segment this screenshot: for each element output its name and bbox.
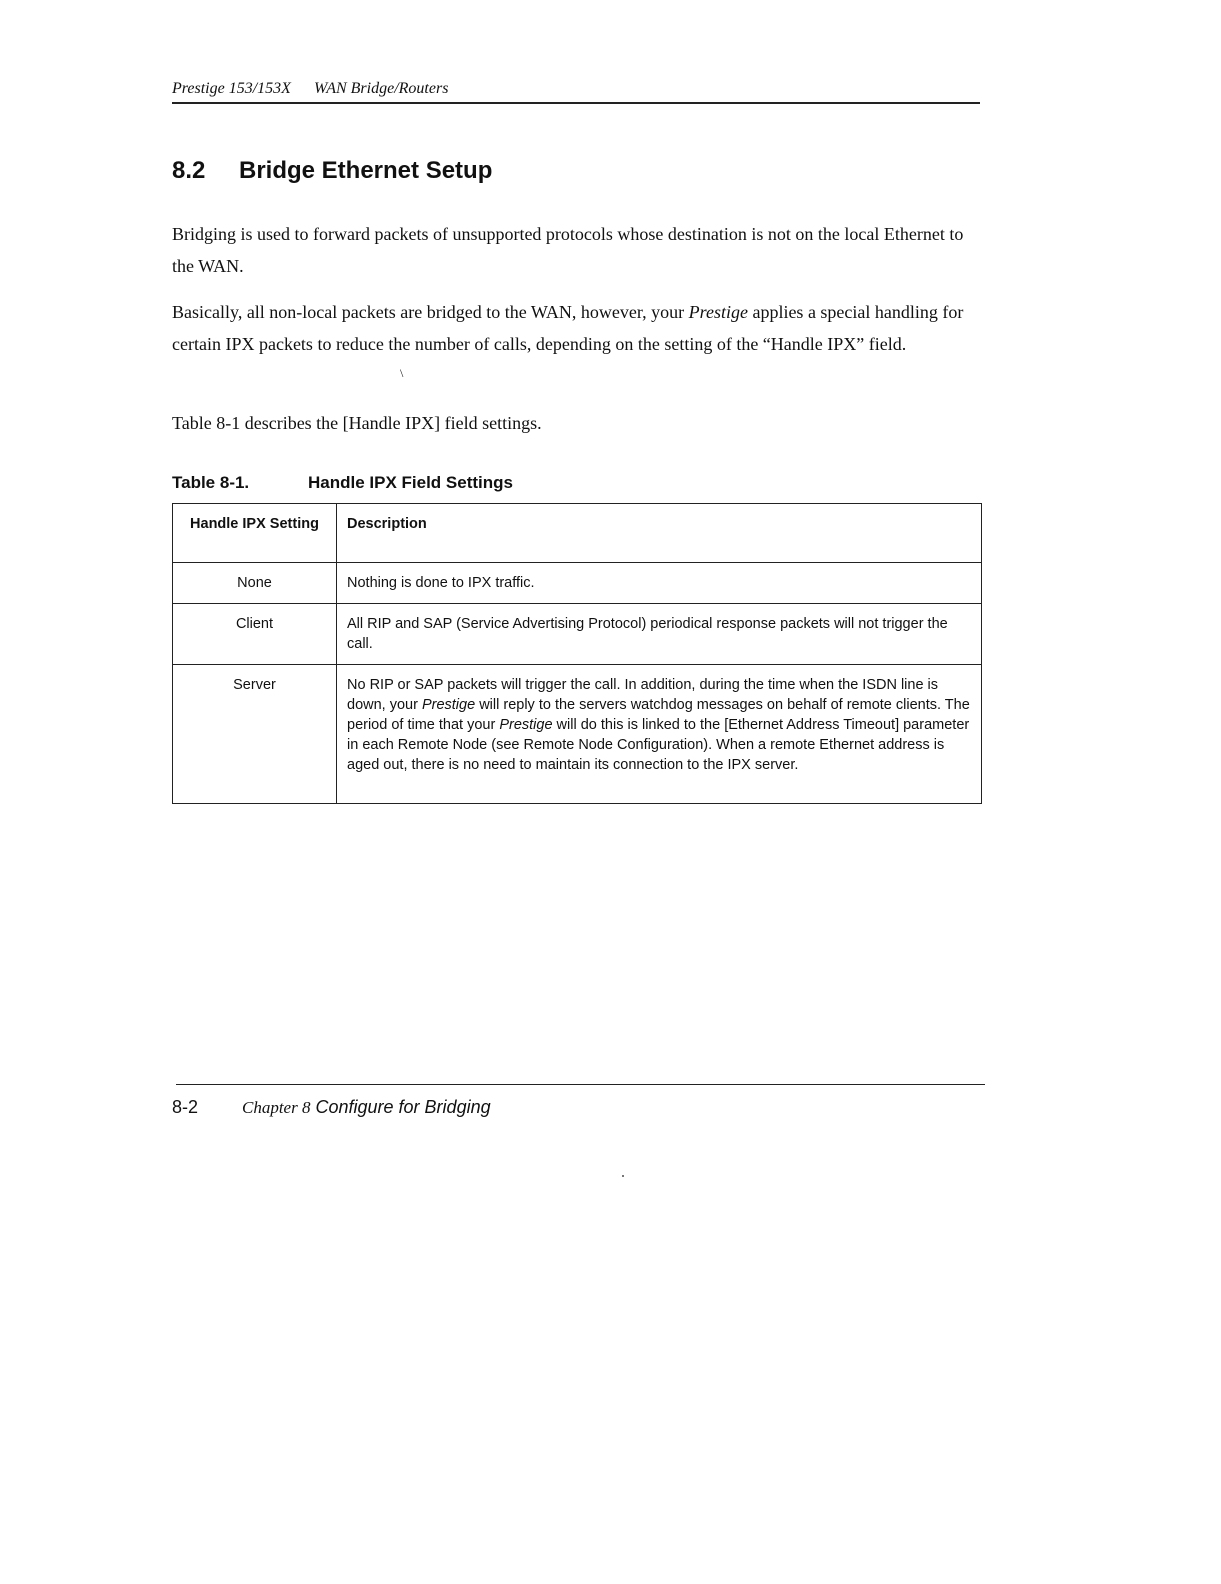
- page-number: 8-2: [172, 1097, 199, 1117]
- table-row: [173, 665, 982, 804]
- setting-cell: None: [173, 563, 337, 604]
- table-caption-title: Handle IPX Field Settings: [308, 473, 513, 492]
- header-setting: Handle IPX Setting: [173, 504, 337, 563]
- setting-cell: Client: [173, 604, 337, 665]
- section-heading: [172, 157, 492, 185]
- handle-ipx-table: [172, 503, 982, 804]
- chapter-name: Configure for Bridging: [315, 1097, 491, 1117]
- product-name: Prestige: [421, 697, 476, 713]
- footer-rule: [176, 1084, 985, 1085]
- description-part: No RIP or SAP packets will trigger the call. In addition, during the time when the ISDN line is down, your: [347, 677, 939, 713]
- description-part: will reply to the servers watchdog messages on behalf of remote clients. The period of time that your: [347, 697, 970, 733]
- stray-mark: \: [400, 366, 404, 380]
- product-name: Prestige: [499, 717, 553, 733]
- paragraph-non-local: [172, 296, 984, 360]
- header-subtitle: WAN Bridge/Routers: [314, 80, 449, 97]
- paragraph-text: Table 8-1 describes the [Handle IPX] field settings.: [172, 413, 542, 433]
- table-row: [173, 604, 982, 665]
- scan-speck: [622, 1175, 624, 1177]
- section-number: 8.2: [172, 157, 206, 184]
- paragraph-text: Bridging is used to forward packets of unsupported protocols whose destination is not on the local Ethernet to the WAN.: [172, 224, 964, 276]
- page-footer: [172, 1097, 491, 1118]
- paragraph-bridging: [172, 218, 984, 282]
- running-header: [172, 78, 980, 104]
- product-name: Prestige: [688, 302, 748, 322]
- paragraph-table-intro: [172, 407, 984, 439]
- paragraph-text-part: applies a special handling for certain IPX packets to reduce the number of calls, depending on the setting of the “Handle IPX” field.: [172, 302, 964, 354]
- table-header-row: [173, 504, 982, 563]
- section-title: Bridge Ethernet Setup: [239, 157, 493, 184]
- chapter-label: Chapter 8: [242, 1098, 311, 1117]
- header-model: Prestige 153/153X: [172, 80, 291, 97]
- paragraph-text: [172, 296, 984, 360]
- header-description: Description: [337, 504, 982, 563]
- description-part: will do this is linked to the [Ethernet Address Timeout] parameter in each Remote Node (see Remote Node Configuration). When a remote Ethernet address is aged out, there is no need to maintain its connection to the IPX server.: [347, 717, 970, 773]
- table-caption: [172, 473, 513, 493]
- description-cell: Nothing is done to IPX traffic.: [337, 563, 982, 604]
- setting-cell: Server: [173, 665, 337, 804]
- description-cell: [337, 665, 982, 804]
- paragraph-text-part: Basically, all non-local packets are bridged to the WAN, however, your: [172, 302, 689, 322]
- description-cell: All RIP and SAP (Service Advertising Protocol) periodical response packets will not trigger the call.: [337, 604, 982, 665]
- table-caption-number: Table 8-1.: [172, 473, 250, 492]
- table-row: [173, 563, 982, 604]
